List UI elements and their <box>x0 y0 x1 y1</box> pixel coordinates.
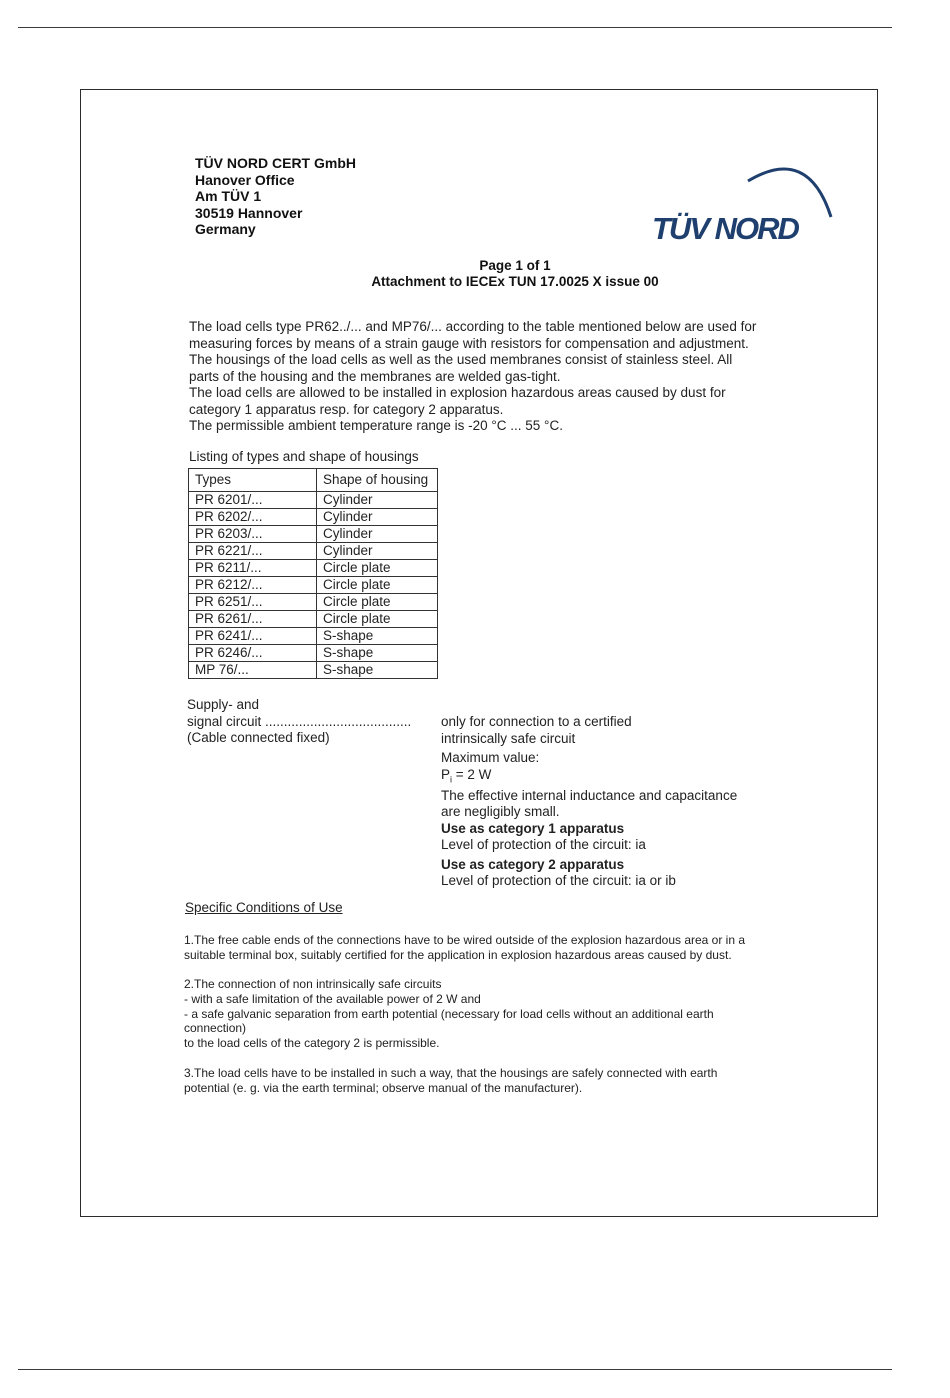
intro-paragraph <box>189 319 799 435</box>
table-row <box>189 611 438 628</box>
tuv-nord-logo <box>648 155 838 250</box>
address-line-street: Am TÜV 1 <box>195 188 262 204</box>
shape-cell: Circle plate <box>317 577 438 594</box>
table-row <box>189 543 438 560</box>
intro-line: parts of the housing and the membranes are welded gas-tight. <box>189 368 561 384</box>
circuit-line: are negligibly small. <box>441 804 560 820</box>
shape-cell: Circle plate <box>317 560 438 577</box>
address-line-company: TÜV NORD CERT GmbH <box>195 155 356 171</box>
max-power-line <box>441 767 737 788</box>
type-cell: MP 76/... <box>189 662 317 679</box>
category-2-title: Use as category 2 apparatus <box>441 856 625 872</box>
category-1-title: Use as category 1 apparatus <box>441 820 625 836</box>
table-row <box>189 662 438 679</box>
type-cell: PR 6201/... <box>189 492 317 509</box>
address-line-city: 30519 Hannover <box>195 204 303 221</box>
bottom-rule <box>18 1369 892 1370</box>
shape-cell: S-shape <box>317 628 438 645</box>
power-value: = 2 W <box>452 766 492 782</box>
types-table <box>188 468 438 679</box>
condition-3 <box>184 1066 794 1096</box>
address-line-country: Germany <box>195 221 256 237</box>
type-cell: PR 6241/... <box>189 628 317 645</box>
type-cell: PR 6246/... <box>189 645 317 662</box>
condition-line: - with a safe limitation of the available power of 2 W and <box>184 991 481 1006</box>
type-cell: PR 6261/... <box>189 611 317 628</box>
shape-cell: Cylinder <box>317 543 438 560</box>
category-2-text: Level of protection of the circuit: ia or ib <box>441 873 676 889</box>
condition-2 <box>184 977 794 1051</box>
shape-cell: S-shape <box>317 645 438 662</box>
shape-cell: Circle plate <box>317 611 438 628</box>
intro-line: The load cells are allowed to be installed in explosion hazardous areas caused by dust for <box>189 385 726 400</box>
address-line-office: Hanover Office <box>195 171 295 188</box>
table-row <box>189 526 438 543</box>
condition-line: 1.The free cable ends of the connections have to be wired outside of the explosion hazardous area or in a <box>184 933 746 947</box>
table-header-types: Types <box>189 469 317 492</box>
condition-line: 3.The load cells have to be installed in such a way, that the housings are safely connected with earth <box>184 1066 718 1080</box>
type-cell: PR 6251/... <box>189 594 317 611</box>
intro-line: The housings of the load cells as well as the used membranes consist of stainless steel. All <box>189 352 733 367</box>
condition-line: - a safe galvanic separation from earth potential (necessary for load cells without an additional earth <box>184 1006 714 1021</box>
table-row <box>189 492 438 509</box>
issuer-address <box>195 155 356 238</box>
supply-line: (Cable connected fixed) <box>187 730 330 745</box>
category-1-text: Level of protection of the circuit: ia <box>441 837 646 853</box>
circuit-line: Maximum value: <box>441 750 540 765</box>
table-row <box>189 594 438 611</box>
table-header-row <box>189 469 438 492</box>
condition-1 <box>184 933 794 963</box>
listing-title: Listing of types and shape of housings <box>189 449 419 464</box>
power-symbol: P <box>441 766 451 782</box>
supply-line: signal circuit ....................................... <box>187 713 412 729</box>
condition-line: potential (e. g. via the earth terminal; observe manual of the manufacturer). <box>184 1080 583 1095</box>
shape-cell: Circle plate <box>317 594 438 611</box>
condition-line: connection) <box>184 1021 247 1036</box>
table-row <box>189 645 438 662</box>
intro-line: The permissible ambient temperature range is -20 °C ... 55 °C. <box>189 418 563 433</box>
table-row <box>189 509 438 526</box>
type-cell: PR 6211/... <box>189 560 317 577</box>
condition-line: 2.The connection of non intrinsically safe circuits <box>184 977 442 991</box>
type-cell: PR 6202/... <box>189 509 317 526</box>
intro-line: category 1 apparatus resp. for category 2 apparatus. <box>189 401 504 417</box>
table-row <box>189 628 438 645</box>
shape-cell: Cylinder <box>317 526 438 543</box>
logo-wordmark: TÜV NORD <box>652 211 798 246</box>
intro-line: measuring forces by means of a strain gauge with resistors for compensation and adjustment. <box>189 335 749 351</box>
condition-line: suitable terminal box, suitably certified for the application in explosion hazardous areas caused by dust. <box>184 947 732 962</box>
circuit-line: The effective internal inductance and capacitance <box>441 787 738 803</box>
shape-cell: S-shape <box>317 662 438 679</box>
table-header-shape: Shape of housing <box>317 469 438 492</box>
supply-line: Supply- and <box>187 697 260 712</box>
shape-cell: Cylinder <box>317 492 438 509</box>
top-rule <box>18 27 892 28</box>
conditions-title: Specific Conditions of Use <box>185 900 343 915</box>
page-number: Page 1 of 1 <box>479 258 551 273</box>
type-cell: PR 6212/... <box>189 577 317 594</box>
type-cell: PR 6203/... <box>189 526 317 543</box>
type-cell: PR 6221/... <box>189 543 317 560</box>
shape-cell: Cylinder <box>317 509 438 526</box>
intro-line: The load cells type PR62../... and MP76/... according to the table mentioned below are used for <box>189 319 757 334</box>
attachment-title: Attachment to IECEx TUN 17.0025 X issue 00 <box>371 274 659 289</box>
table-row <box>189 560 438 577</box>
condition-line: to the load cells of the category 2 is permissible. <box>184 1036 440 1051</box>
power-subscript: i <box>450 774 453 785</box>
circuit-line: only for connection to a certified <box>441 714 632 729</box>
circuit-description <box>441 714 737 890</box>
table-row <box>189 577 438 594</box>
supply-label <box>187 697 411 747</box>
circuit-line: intrinsically safe circuit <box>441 730 576 746</box>
